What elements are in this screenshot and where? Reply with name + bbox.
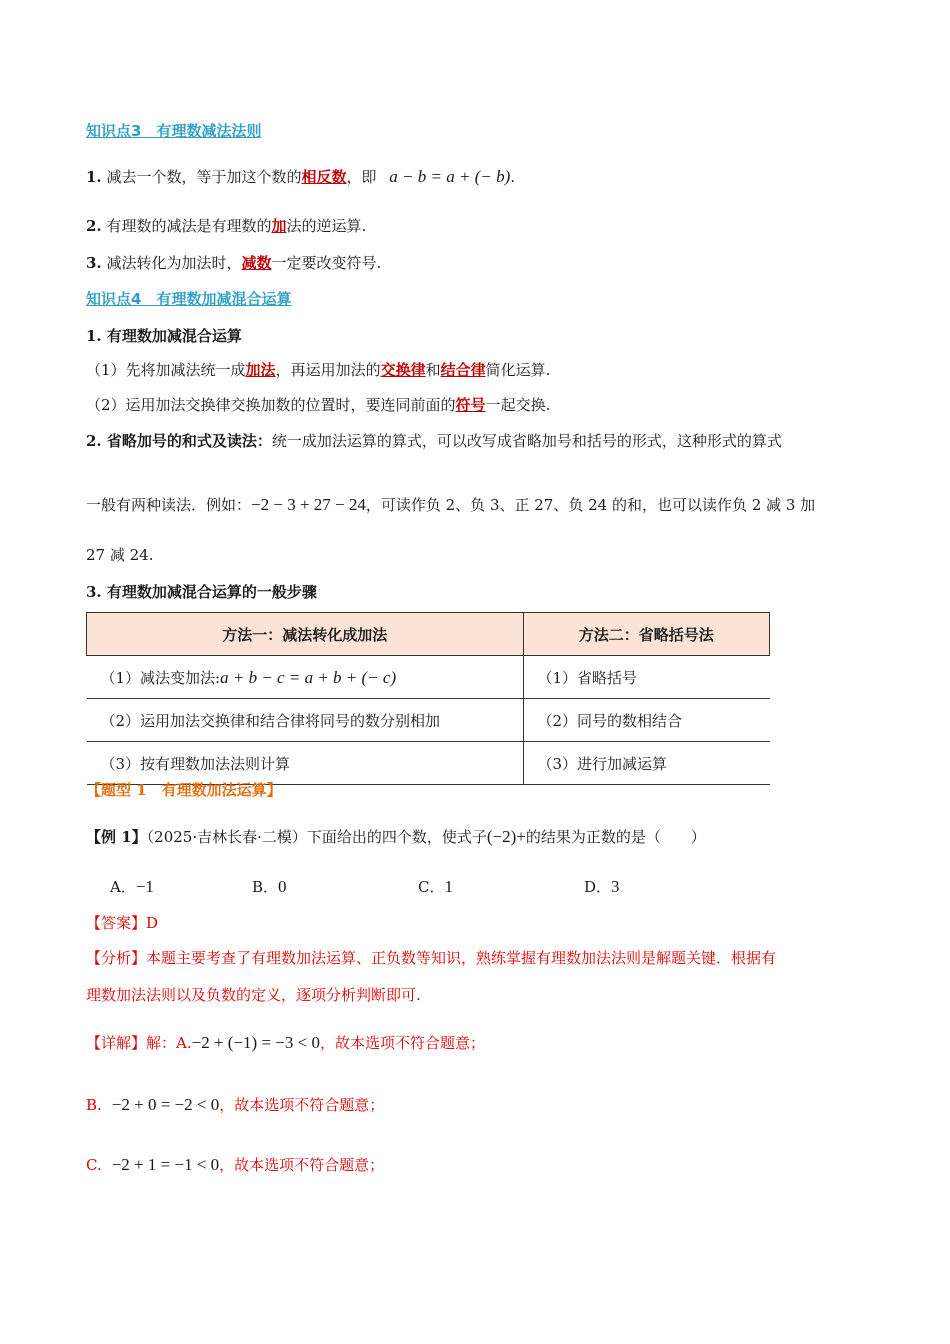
option-d xyxy=(584,876,620,897)
kp3-item-1 xyxy=(86,166,515,187)
table-cell xyxy=(87,699,524,742)
item-text: 法的逆运算. xyxy=(286,217,367,235)
key-term: 结合律 xyxy=(440,361,486,379)
option-label: A． xyxy=(110,878,136,896)
detail-text: 解：A. xyxy=(146,1034,192,1052)
kp3-heading: 知识点3 有理数减法法则 xyxy=(86,122,262,140)
table-cell xyxy=(87,656,524,699)
cell-text: （3）按有理数加法法则计算 xyxy=(100,754,291,773)
key-term: 交换律 xyxy=(380,361,426,379)
option-a xyxy=(110,876,154,897)
formula: −2 + (−1) = −3 < 0 xyxy=(191,1033,320,1052)
item-number: 1. xyxy=(86,168,102,186)
key-term: 加法 xyxy=(245,361,276,379)
item-number: 3. xyxy=(86,254,102,272)
key-term: 符号 xyxy=(455,396,486,414)
table-cell: （3）进行加减运算 xyxy=(523,742,770,785)
detail-line-a xyxy=(86,1032,485,1053)
detail-line-b xyxy=(86,1094,384,1115)
option-value: 0 xyxy=(278,877,287,896)
key-term: 减数 xyxy=(241,254,272,272)
option-label: B． xyxy=(252,878,279,896)
analysis-line2: 理数加法法则以及负数的定义，逐项分析判断即可. xyxy=(86,986,421,1004)
kp3-item-2 xyxy=(86,215,366,236)
detail-line-c xyxy=(86,1154,384,1175)
analysis-label: 【分析】 xyxy=(86,949,147,967)
answer-line xyxy=(86,912,158,933)
option-value: 3 xyxy=(611,877,620,896)
section-title: 2. 省略加号的和式及读法： xyxy=(86,432,272,450)
table-header-method1: 方法一：减法转化成加法 xyxy=(87,613,524,656)
kp4-s1-line1 xyxy=(86,359,550,380)
table-header-method2: 方法二：省略括号法 xyxy=(523,613,770,656)
line-text: （1）先将加减法统一成 xyxy=(86,361,246,379)
kp4-s2-line1 xyxy=(86,430,782,451)
detail-text: ，故本选项不符合题意； xyxy=(219,1096,385,1114)
cell-text: （2）运用加法交换律和结合律将同号的数分别相加 xyxy=(100,711,441,730)
table-row xyxy=(87,656,770,699)
item-text: 减去一个数，等于加这个数的 xyxy=(106,168,302,186)
detail-label: 【详解】 xyxy=(86,1034,147,1052)
option-b xyxy=(252,876,287,897)
table-header-row xyxy=(87,613,770,656)
question-text: 的结果为正数的是（ ） xyxy=(525,828,706,846)
example-label: 【例 1】 xyxy=(86,828,147,846)
methods-table xyxy=(86,612,770,785)
answer-value: D xyxy=(146,914,159,932)
line-text: （2）运用加法交换律交换加数的位置时，要连同前面的 xyxy=(86,396,456,414)
kp4-s2-line3: 27 减 24. xyxy=(86,546,154,564)
line-text: 简化运算. xyxy=(485,361,551,379)
example1-question xyxy=(86,826,706,847)
analysis-text: 本题主要考查了有理数加法运算、正负数等知识，熟练掌握有理数加法法则是解题关键．根据有 xyxy=(146,949,777,967)
answer-label: 【答案】 xyxy=(86,914,147,932)
formula: −2 + 0 = −2 < 0 xyxy=(111,1095,220,1114)
kp4-s2-line2 xyxy=(86,494,815,515)
formula: (−2)+ xyxy=(486,827,526,846)
option-label: C． xyxy=(418,878,445,896)
detail-text: ，故本选项不符合题意； xyxy=(319,1034,485,1052)
cell-text: （1）减法变加法: xyxy=(100,668,221,687)
question-text: （2025·吉林长春·二模）下面给出的四个数，使式子 xyxy=(146,828,487,846)
kp4-section1-title: 1. 有理数加减混合运算 xyxy=(86,327,242,345)
line-text: ，再运用加法的 xyxy=(275,361,381,379)
table-row xyxy=(87,699,770,742)
option-c xyxy=(418,876,453,897)
item-text: 减法转化为加法时， xyxy=(106,254,242,272)
kp4-heading: 知识点4 有理数加减混合运算 xyxy=(86,290,292,308)
detail-text: C. xyxy=(86,1156,102,1174)
item-end: . xyxy=(510,168,516,186)
option-value: 1 xyxy=(444,877,453,896)
line-text: 一般有两种读法．例如： xyxy=(86,496,252,514)
item-text: 一定要改变符号. xyxy=(271,254,382,272)
line-text: 和 xyxy=(425,361,441,379)
key-term: 加 xyxy=(271,217,287,235)
item-text: ，即 xyxy=(346,168,377,186)
kp4-section3-title: 3. 有理数加减混合运算的一般步骤 xyxy=(86,583,317,601)
option-label: D． xyxy=(584,878,612,896)
key-term: 相反数 xyxy=(301,168,347,186)
type1-heading: 【题型 1 有理数加法运算】 xyxy=(86,781,282,799)
formula: a + b − c = a + b + (− c) xyxy=(220,667,397,687)
kp4-s1-line2 xyxy=(86,394,550,415)
formula: −2 + 1 = −1 < 0 xyxy=(111,1155,220,1174)
analysis-line1 xyxy=(86,947,776,968)
item-number: 2. xyxy=(86,217,102,235)
kp3-item-3 xyxy=(86,252,381,273)
item-text: 有理数的减法是有理数的 xyxy=(106,217,272,235)
line-text: ，可读作负 2、负 3、正 27、负 24 的和，也可以读作负 2 减 3 加 xyxy=(365,496,816,514)
detail-text: ，故本选项不符合题意； xyxy=(219,1156,385,1174)
formula: a − b = a + (− b) xyxy=(389,167,511,186)
formula: −2 − 3 + 27 − 24 xyxy=(251,495,366,514)
detail-text: B. xyxy=(86,1096,102,1114)
option-value: −1 xyxy=(135,877,154,896)
table-cell: （1）省略括号 xyxy=(523,656,770,699)
table-cell: （2）同号的数相结合 xyxy=(523,699,770,742)
line-text: 一起交换. xyxy=(485,396,551,414)
line-text: 统一成加法运算的算式，可以改写成省略加号和括号的形式，这种形式的算式 xyxy=(271,432,782,450)
